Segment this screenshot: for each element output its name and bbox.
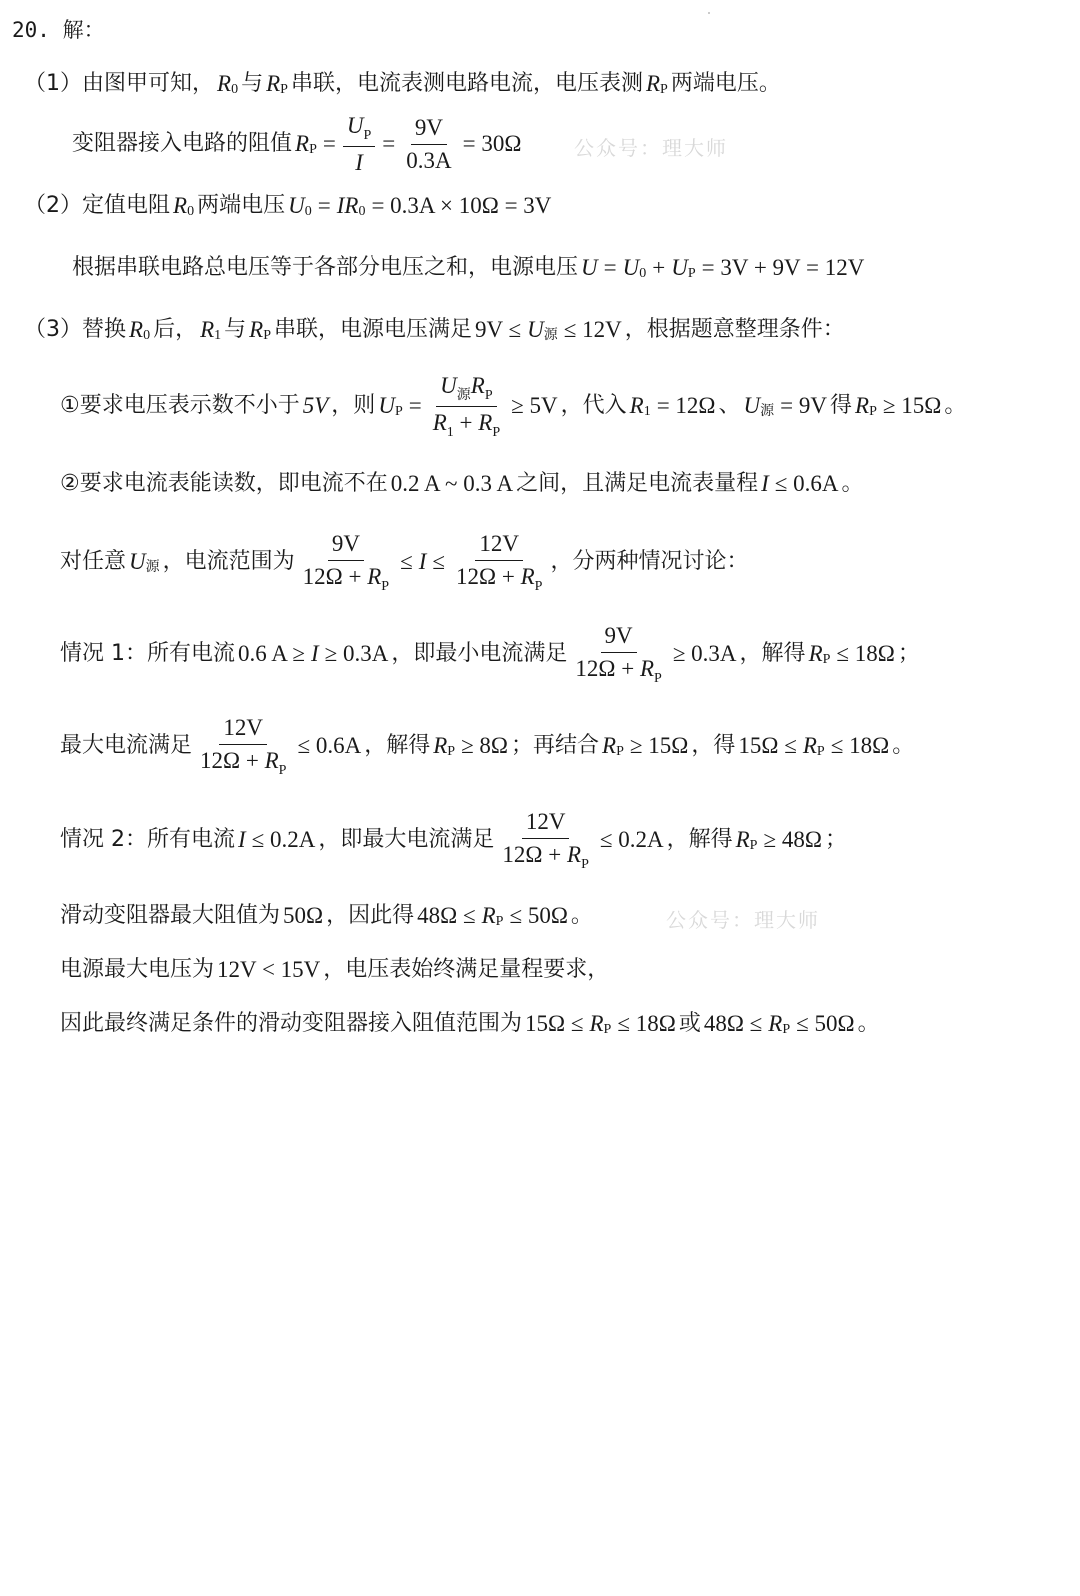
- symbol-rp: R P: [855, 393, 877, 419]
- part2-text-b: 两端电压: [197, 193, 286, 218]
- fraction-max-current: $\frac{12V}{12\Omega + R_P}$: [456, 530, 543, 594]
- fraction-up-over-i: $\frac{U_P}{I}$: [343, 113, 375, 176]
- symbol-rp: R P: [481, 903, 504, 929]
- part1-line1: [24, 70, 781, 98]
- fraction-voltage-divider: $\frac{U_源R_P}{R_1 + R_P}$: [432, 372, 501, 440]
- part2-line2-text: 根据串联电路总电压等于各部分电压之和，电源电压: [72, 255, 579, 280]
- part1-line2: [72, 112, 524, 175]
- symbol-rp: R P: [735, 827, 758, 853]
- part1-text-d: 两端电压。: [670, 71, 781, 96]
- part2-text-a: 定值电阻: [82, 193, 171, 218]
- symbol-u-source: U 源: [527, 317, 558, 343]
- condition-1: ①要求电压表示数不小于 5V ，则 U P = $\frac{U_源R_P}{R_1 + R_P}$ ≥ 5V ，代入 R 1 = 12Ω 、 U 源 = 9V 得 R P ≥ 15Ω 。: [60, 372, 967, 440]
- symbol-u-source: U 源: [743, 393, 775, 419]
- condition-2: ②要求电流表能读数，即电流不在 0.2 A ~ 0.3 A 之间，且满足电流表量程 I ≤ 0.6A 。: [60, 471, 864, 496]
- final-answer-line: 因此最终满足条件的滑动变阻器接入阻值范围为 15Ω ≤ R P ≤ 18Ω 或 48Ω ≤ R P ≤ 50Ω 。: [60, 1011, 880, 1037]
- symbol-r0: R 0: [173, 193, 195, 219]
- power-supply-line: 电源最大电压为 12V < 15V ，电压表始终满足量程要求，: [60, 957, 610, 982]
- symbol-rp: R P: [808, 641, 831, 667]
- symbol-rp: R P: [266, 71, 288, 97]
- symbol-u-source: U 源: [129, 549, 160, 575]
- part1-line2-text: 变阻器接入电路的阻值: [72, 131, 293, 156]
- symbol-rp: R P: [802, 733, 825, 759]
- current-range-line: 对任意 U 源 ，电流范围为 $\frac{9V}{12\Omega + R_P}$ ≤ I ≤ $\frac{12V}{12\Omega + R_P}$ ，分两种情况讨论：: [60, 530, 749, 594]
- part2-expr: = 0.3A × 10Ω = 3V: [371, 193, 552, 218]
- part2-line2: 根据串联电路总电压等于各部分电压之和，电源电压 U = U 0 + U P = 3V + 9V = 12V: [72, 255, 865, 281]
- symbol-up: U P: [671, 255, 696, 281]
- part1-text-a: 由图甲可知，: [82, 71, 215, 96]
- rheostat-max-line: 滑动变阻器最大阻值为 50Ω ，因此得 48Ω ≤ R P ≤ 50Ω 。: [60, 903, 593, 929]
- problem-number: [12, 16, 105, 44]
- scan-speck: [708, 12, 710, 14]
- part3-line1: （3） 替换 R 0 后， R 1 与 R P 串联，电源电压满足 9V ≤ U 源 ≤ 12V ，根据题意整理条件：: [24, 317, 845, 343]
- symbol-rp: R P: [768, 1011, 791, 1037]
- symbol-rp: R P: [433, 733, 456, 759]
- fraction-case1-max: $\frac{12V}{12\Omega + R_P}$: [200, 714, 287, 778]
- symbol-rp: R P: [589, 1011, 612, 1037]
- symbol-r1: R 1: [629, 393, 651, 419]
- symbol-r0: R 0: [217, 71, 239, 97]
- problem-title: 20. 解：: [12, 18, 105, 42]
- symbol-r1: R 1: [200, 317, 222, 343]
- symbol-r0: R 0: [129, 317, 151, 343]
- symbol-u0: U 0: [288, 193, 312, 219]
- part1-text-c: 串联，电流表测电路电流，电压表测: [290, 71, 643, 96]
- symbol-rp: R P: [602, 733, 624, 759]
- fraction-min-current: $\frac{9V}{12\Omega + R_P}$: [302, 530, 390, 594]
- fraction-case1-min: $\frac{9V}{12\Omega + R_P}$: [575, 622, 662, 686]
- equals-sign: =: [322, 131, 336, 156]
- part3-label: （3）: [24, 317, 82, 342]
- symbol-up: U P: [378, 393, 403, 419]
- part2-line1: （2） 定值电阻 R 0 两端电压 U 0 = I R 0 = 0.3A × 10Ω = 3V: [24, 193, 552, 219]
- fraction-case2-max: $\frac{12V}{12\Omega + R_P}$: [502, 808, 589, 872]
- case-2-line: 情况 2：所有电流 I ≤ 0.2A ，即最大电流满足 $\frac{12V}{12\Omega + R_P}$ ≤ 0.2A ，解得 R P ≥ 48Ω ；: [60, 808, 847, 872]
- watermark-2: 公众号：理大师: [666, 908, 820, 932]
- watermark-1: 公众号：理大师: [574, 136, 728, 160]
- part1-text-b: 与: [241, 71, 264, 96]
- part1-label: （1）: [24, 71, 82, 96]
- symbol-u0: U 0: [622, 255, 647, 281]
- equals-sign: =: [382, 131, 396, 156]
- fraction-9v-over-03a: $\frac{9V}{0.3A}$: [406, 114, 452, 173]
- symbol-rp: R P: [295, 131, 317, 157]
- case-1-line: 情况 1：所有电流 0.6 A ≥ I ≥ 0.3A ，即最小电流满足 $\frac{9V}{12\Omega + R_P}$ ≥ 0.3A ，解得 R P ≤ 18Ω ；: [60, 622, 920, 686]
- symbol-ir0: I R 0: [336, 193, 366, 219]
- part2-line2-expr: = 3V + 9V = 12V: [701, 255, 865, 280]
- max-current-line: 最大电流满足 $\frac{12V}{12\Omega + R_P}$ ≤ 0.6A ，解得 R P ≥ 8Ω ；再结合 R P ≥ 15Ω ，得 15Ω ≤ R P ≤ 18Ω 。: [60, 714, 915, 778]
- part1-result: = 30Ω: [462, 131, 522, 156]
- part2-label: （2）: [24, 193, 82, 218]
- symbol-rp: R P: [645, 71, 668, 97]
- symbol-rp: R P: [249, 317, 272, 343]
